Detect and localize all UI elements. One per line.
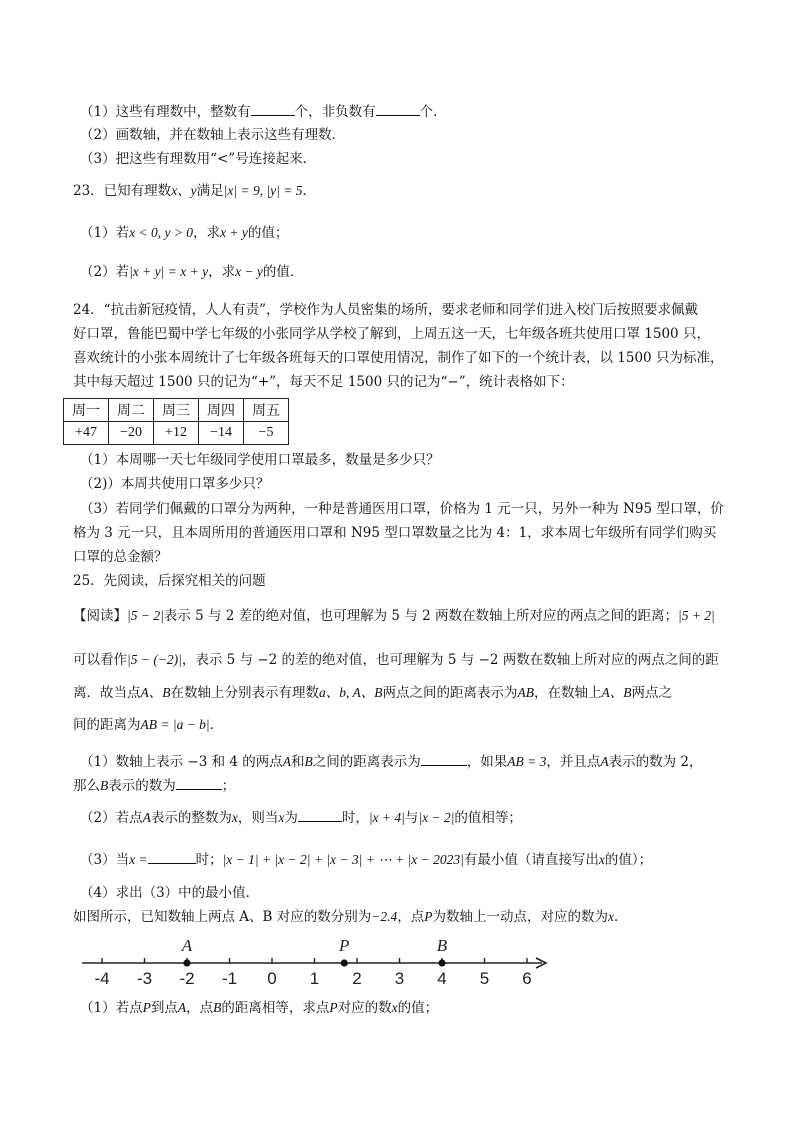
q25-math: A <box>282 754 291 769</box>
answer-blank[interactable] <box>176 775 222 790</box>
q23-stem-vars: x、y <box>171 183 197 198</box>
q25-formula: AB = |a − b| <box>140 717 210 732</box>
axis-tick-label: -3 <box>136 969 153 988</box>
q25-part3 <box>80 849 652 870</box>
q26-stem-text: ． <box>614 909 628 925</box>
axis-tick-label: 2 <box>352 969 362 988</box>
q24-stem-line2: 好口罩，鲁能巴蜀中学七年级的小张同学从学校了解到，上周五这一天，七年级各班共使用口罩 1500 只， <box>73 326 710 342</box>
q23-stem-text-a: 23．已知有理数 <box>73 183 172 199</box>
q23-part1-text-a: （1）若 <box>80 225 130 241</box>
q25-abs-expr: |5 − (−2)| <box>127 652 182 667</box>
axis-tick-label: 1 <box>309 969 320 988</box>
table-cell: −14 <box>199 422 244 445</box>
q25-part3-text: 有最小值（请直接写出 <box>463 852 599 868</box>
q22-part1-text-b: 个，非负数有 <box>294 104 376 120</box>
q25-math: A、B <box>601 685 632 700</box>
q23-part1-condition: x < 0, y > 0 <box>129 225 194 240</box>
table-header-cell: 周三 <box>154 399 199 422</box>
q25-math: x = <box>129 852 148 867</box>
point-b-marker <box>438 959 445 966</box>
q26-math: A <box>177 1000 187 1015</box>
point-a-marker <box>183 959 190 966</box>
q25-part2-text: 表示的整数为 <box>150 810 232 826</box>
q25-part1-text: 表示的数为 2， <box>608 754 703 770</box>
q25-read-text: 两点之间的距离表示为 <box>382 685 518 701</box>
q25-math: a、b, A、B <box>319 685 383 700</box>
q25-math: x <box>231 810 238 825</box>
q22-part1-text-c: 个． <box>419 104 447 120</box>
q25-read-line2 <box>73 650 719 670</box>
q26-math: −2.4 <box>371 909 398 924</box>
q24-stem-line1: 24．“抗击新冠疫情，人人有责”，学校作为人员密集的场所，要求老师和同学们进入校门后按照要求佩戴 <box>73 302 698 318</box>
q25-part2-text: 时， <box>341 810 369 826</box>
q25-math: A <box>600 754 609 769</box>
q26-math: x <box>608 909 615 924</box>
q25-read-label: 【阅读】 <box>73 608 127 624</box>
q26-math: P <box>329 1000 338 1015</box>
q26-math: B <box>213 1000 222 1015</box>
q25-read-text: 在数轴上分别表示有理数 <box>170 685 319 701</box>
q23-part2-text-b: ，求 <box>208 264 236 280</box>
q23-part2 <box>80 262 303 282</box>
q24-stem-line3: 喜欢统计的小张本周统计了七年级各班每天的口罩使用情况，制作了如下的一个统计表，以 1500 只为标准， <box>73 350 724 366</box>
q25-read-text: 可以看作 <box>73 652 127 668</box>
q26-math: P <box>142 1000 151 1015</box>
q25-part2-text: 为 <box>284 810 298 826</box>
q25-math: |x + 4| <box>368 810 405 825</box>
q25-title: 25．先阅读，后探究相关的问题 <box>73 573 266 589</box>
q25-read-text: 两点之 <box>631 685 672 701</box>
q26-math: x <box>391 1000 398 1015</box>
q22-part1 <box>80 101 447 122</box>
axis-tick-label: 3 <box>394 969 405 988</box>
q26-stem <box>73 907 628 927</box>
axis-tick-label: 0 <box>267 969 277 988</box>
q25-part1-text: （1）数轴上表示 −3 和 4 的两点 <box>80 754 283 770</box>
q22-part2: （2）画数轴，并在数轴上表示这些有理数． <box>80 127 346 143</box>
q25-part1-text: ，如果 <box>466 754 508 770</box>
q25-part1-text: 和 <box>291 754 305 770</box>
q25-part2 <box>80 807 522 828</box>
q25-part4: （4）求出（3）中的最小值． <box>80 885 260 901</box>
axis-tick-label: 4 <box>437 969 447 988</box>
table-row <box>64 422 289 445</box>
q25-read-text: ． <box>209 717 224 733</box>
axis-tick-label: -2 <box>179 969 195 988</box>
q25-read-line1 <box>73 606 715 626</box>
q25-abs-expr: |5 + 2| <box>677 608 715 623</box>
table-header-cell: 周二 <box>109 399 154 422</box>
axis-tick-label: 6 <box>522 969 532 988</box>
q25-read-text: ，表示 5 与 −2 的差的绝对值，也可理解为 5 与 −2 两数在数轴上所对应的两点之间的距 <box>181 652 719 668</box>
q24-part1: （1）本周哪一天七年级同学使用口罩最多，数量是多少只？ <box>80 452 440 468</box>
q25-part1-text: 之间的距离表示为 <box>312 754 421 770</box>
answer-blank[interactable] <box>376 101 420 116</box>
table-header-cell: 周五 <box>244 399 289 422</box>
answer-blank[interactable] <box>251 101 295 116</box>
q25-part1-text: ，并且点 <box>546 754 601 770</box>
q23-part1-text-c: 的值； <box>247 225 289 241</box>
q23-stem <box>73 181 316 201</box>
answer-blank[interactable] <box>148 849 196 864</box>
q25-math: A <box>142 810 151 825</box>
q26-part1 <box>80 998 438 1018</box>
q25-part1-text: 表示的数为 <box>108 778 176 794</box>
table-cell: −20 <box>109 422 154 445</box>
q26-part1-text: （1）若点 <box>80 1000 143 1016</box>
table-cell: +12 <box>154 422 199 445</box>
q25-read-line3 <box>73 683 672 703</box>
point-a-label: A <box>181 936 193 955</box>
q26-part1-text: 的值； <box>397 1000 439 1016</box>
q25-read-line4 <box>73 715 223 735</box>
q25-part2-text: 的值相等； <box>454 810 522 826</box>
q24-stem-line4: 其中每天超过 1500 只的记为“+”，每天不足 1500 只的记为“−”，统计表格如下： <box>73 374 574 390</box>
q25-abs-expr: |5 − 2| <box>127 608 164 623</box>
q25-math: B <box>100 778 109 793</box>
q26-stem-text: 为数轴上一动点，对应的数为 <box>432 909 609 925</box>
q26-math: P <box>424 909 433 924</box>
q23-part1 <box>80 223 288 243</box>
mask-usage-table <box>63 398 289 445</box>
q23-part2-condition: |x + y| = x + y <box>129 264 209 279</box>
q25-part3-text: 的值）； <box>604 852 653 868</box>
q23-part2-expr: x − y <box>235 264 263 279</box>
axis-tick-label: -1 <box>221 969 238 988</box>
point-b-label: B <box>436 936 448 955</box>
q25-math: AB = 3 <box>507 754 547 769</box>
q25-read-text: 间的距离为 <box>73 717 141 733</box>
q25-math: x <box>278 810 285 825</box>
q25-math: B <box>304 754 313 769</box>
q25-math: |x − 2| <box>418 810 455 825</box>
q26-part1-text: 到点 <box>150 1000 178 1016</box>
point-p-label: P <box>339 936 350 955</box>
q23-part2-text-c: 的值． <box>262 264 304 280</box>
q25-part3-text: （3）当 <box>80 852 130 868</box>
table-cell: −5 <box>244 422 289 445</box>
q25-part1-line1 <box>80 751 703 772</box>
q25-math: x <box>598 852 605 867</box>
q25-part3-text: 时； <box>195 852 223 868</box>
q26-stem-text: ，点 <box>397 909 425 925</box>
q25-math: AB <box>517 685 534 700</box>
q25-part2-text: 与 <box>404 810 419 826</box>
table-header-cell: 周四 <box>199 399 244 422</box>
q23-part1-text-b: ，求 <box>193 225 221 241</box>
q25-read-text: 离．故当点 <box>73 685 141 701</box>
axis-tick-label: -4 <box>94 969 110 988</box>
table-header-row <box>64 399 289 422</box>
q25-part2-text: ，则当 <box>237 810 279 826</box>
q25-math: A、B <box>140 685 171 700</box>
q26-part1-text: 的距离相等，求点 <box>221 1000 330 1016</box>
axis-tick-label: 5 <box>479 969 490 988</box>
table-cell: +47 <box>64 422 109 445</box>
q23-stem-condition: |x| = 9, |y| = 5 <box>223 183 303 198</box>
q25-read-text: ，在数轴上 <box>534 685 602 701</box>
q26-part1-text: 对应的数 <box>337 1000 392 1016</box>
q24-part3-line2: 格为 3 元一只，且本周所用的普通医用口罩和 N95 型口罩数量之比为 4：1，求本周七年级所有同学们购买 <box>73 525 717 541</box>
q24-part2: （2)）本周共使用口罩多少只？ <box>80 476 270 492</box>
q22-part1-text-a: （1）这些有理数中，整数有 <box>80 104 251 120</box>
point-p-marker <box>341 959 348 966</box>
q24-part3-line1: （3）若同学们佩戴的口罩分为两种，一种是普通医用口罩，价格为 1 元一只，另外一种为 N95 型口罩，价 <box>80 501 724 517</box>
q24-part3-line3: 口罩的总金额？ <box>73 549 168 565</box>
q23-part1-expr: x + y <box>220 225 248 240</box>
answer-blank[interactable] <box>421 751 467 766</box>
q25-part1-text: 那么 <box>73 778 100 794</box>
q25-read-text: 表示 5 与 2 差的绝对值，也可理解为 5 与 2 两数在数轴上所对应的两点之间的距离； <box>163 608 678 624</box>
q23-stem-text-b: 满足 <box>196 183 224 199</box>
q25-math: |x − 1| + |x − 2| + |x − 3| + ⋯ + |x − 2023| <box>222 852 464 867</box>
q22-part3: （3）把这些有理数用“<”号连接起来． <box>80 151 317 167</box>
table-header-cell: 周一 <box>64 399 109 422</box>
q26-stem-text: 如图所示，已知数轴上两点 A、B 对应的数分别为 <box>73 909 372 925</box>
q25-part1-line2 <box>73 775 235 796</box>
q26-part1-text: ，点 <box>186 1000 214 1016</box>
answer-blank[interactable] <box>298 807 342 822</box>
q25-part1-text: ； <box>221 778 236 794</box>
q23-stem-text-c: ． <box>302 183 316 199</box>
q23-part2-text-a: （2）若 <box>80 264 130 280</box>
number-line-diagram <box>80 930 560 992</box>
q25-part2-text: （2）若点 <box>80 810 143 826</box>
